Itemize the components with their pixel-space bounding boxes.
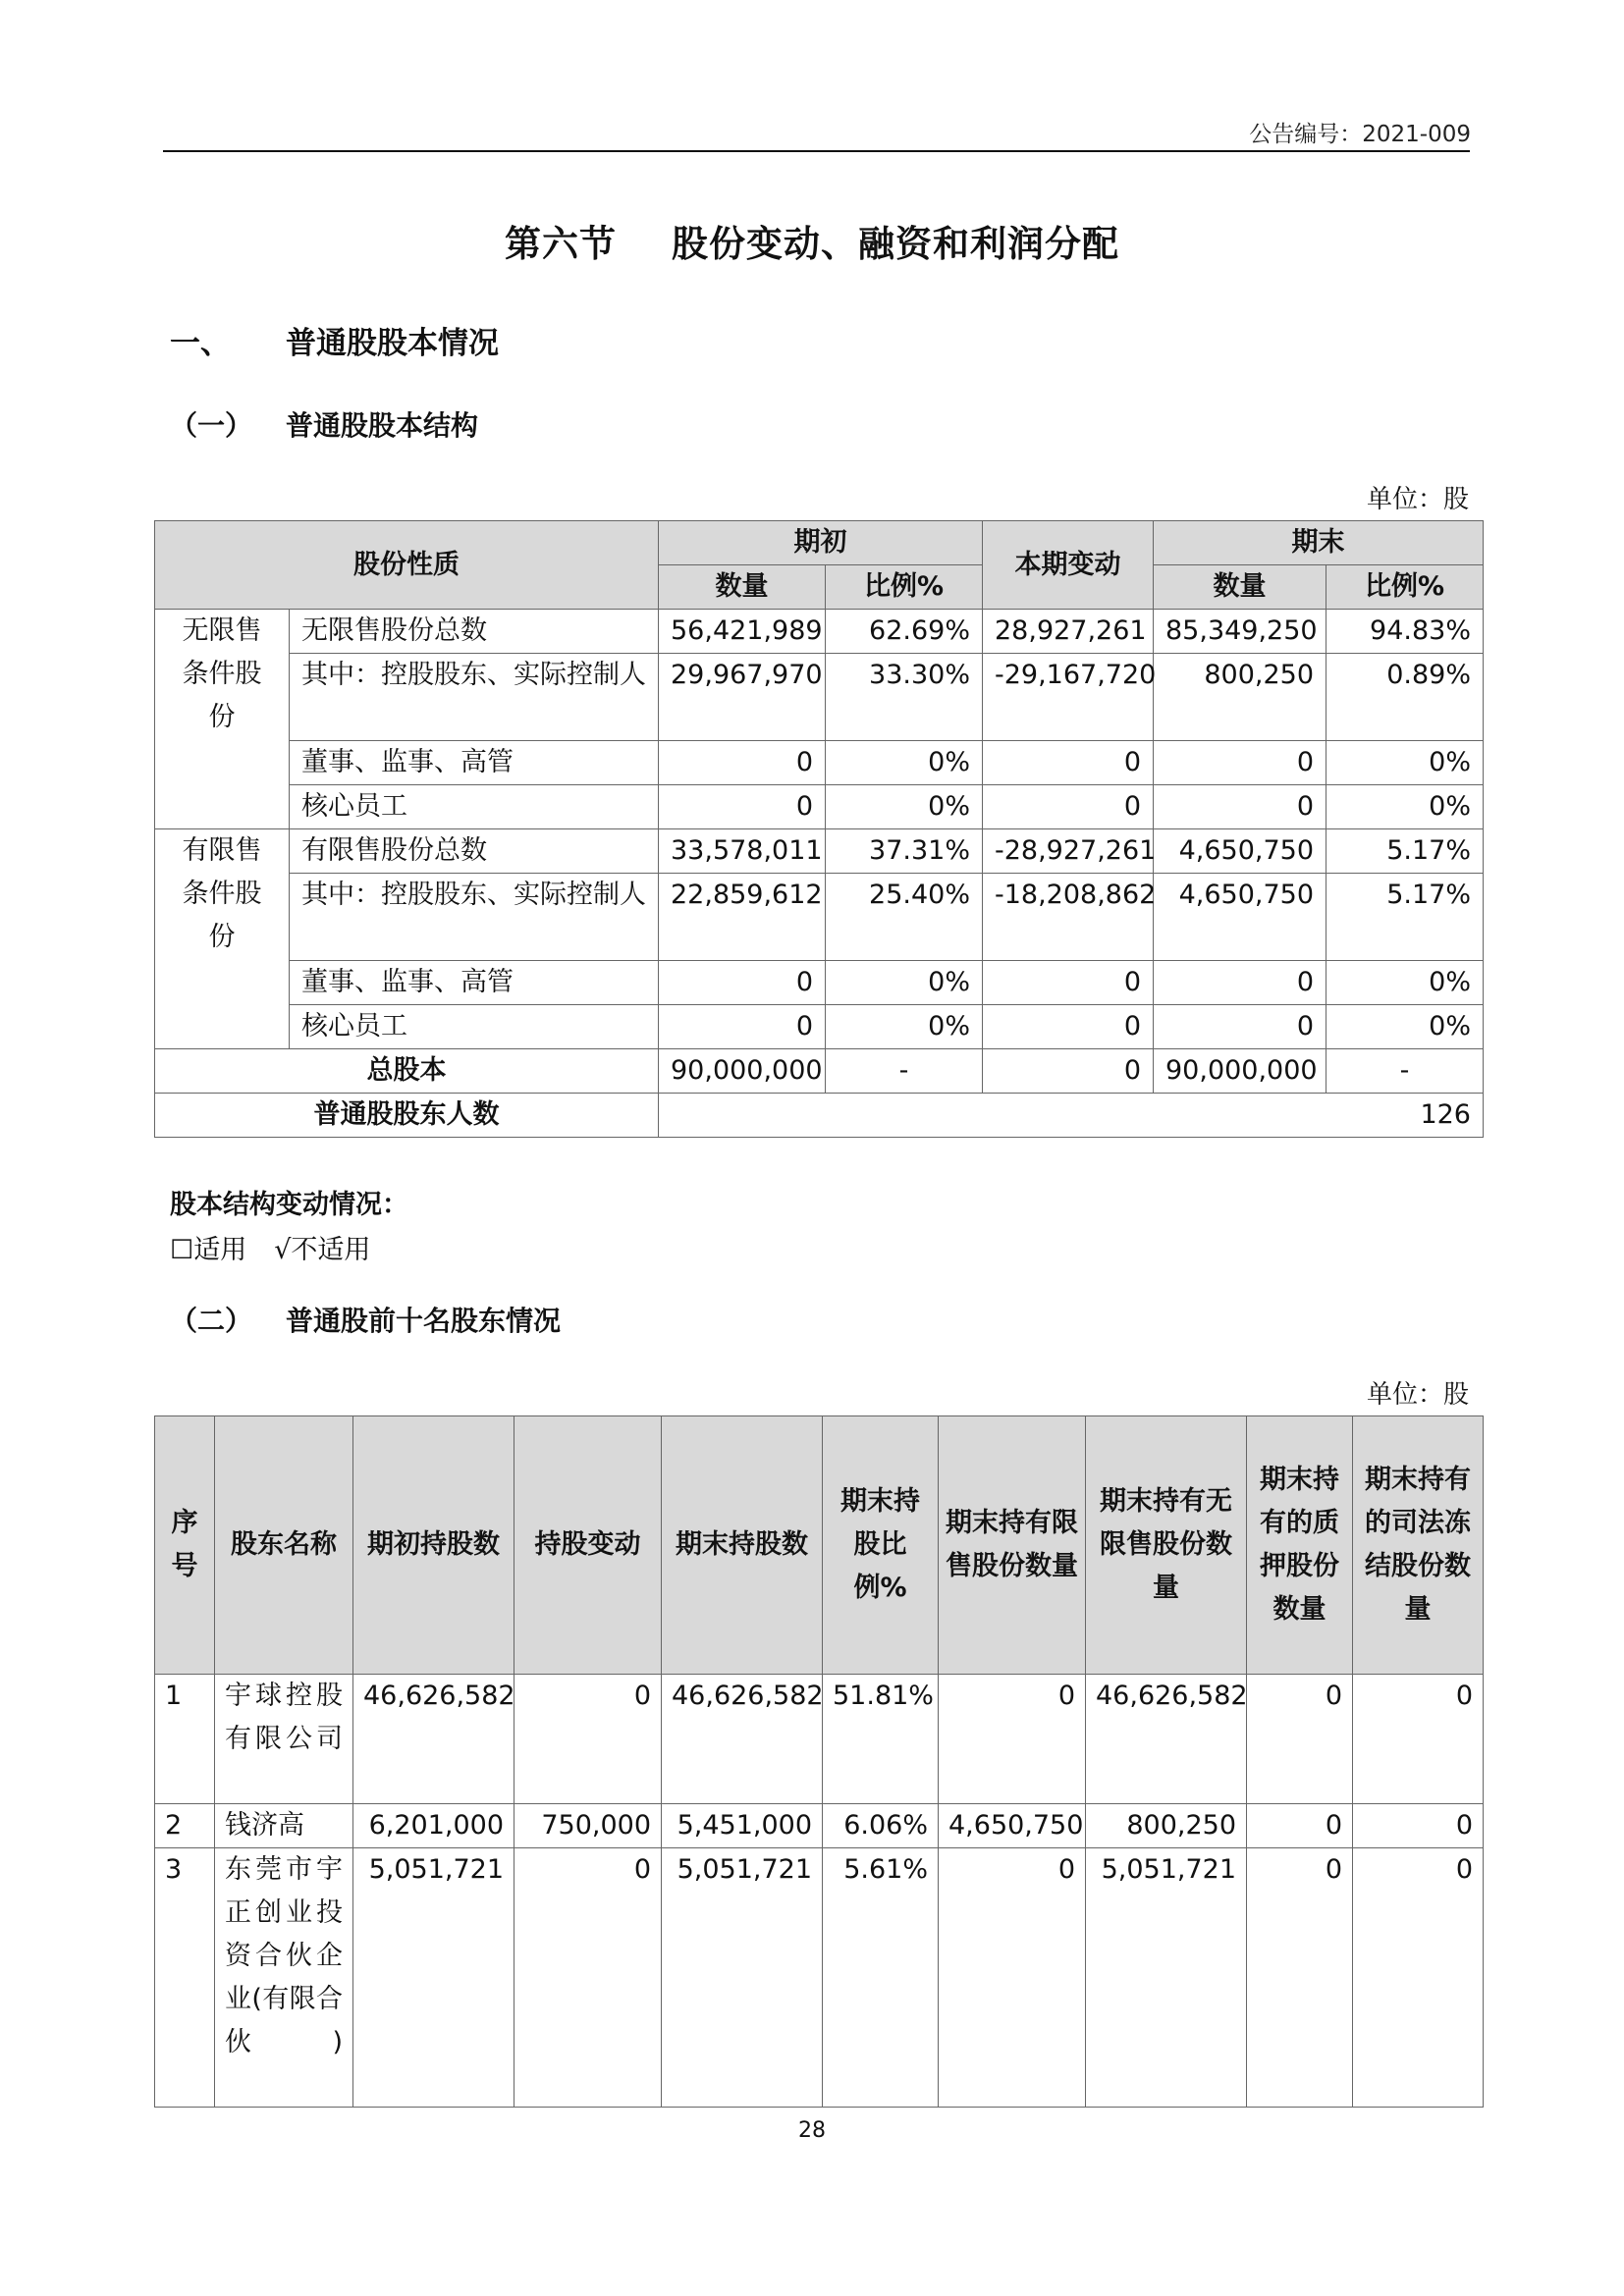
- header-end-qty: 数量: [1154, 565, 1326, 610]
- end-qty: 0: [1154, 741, 1326, 785]
- holders-value: 126: [659, 1094, 1484, 1138]
- header-restricted: 期末持有限售股份数量: [939, 1416, 1086, 1675]
- header-begin: 期初: [659, 521, 983, 565]
- begin-qty: 22,859,612: [659, 874, 826, 961]
- begin-qty: 0: [659, 741, 826, 785]
- sub-heading-number: （一）: [170, 409, 253, 442]
- row-label: 核心员工: [290, 785, 659, 829]
- row-restricted: 0: [939, 1675, 1086, 1804]
- part-heading-number: 一、: [170, 326, 231, 361]
- header-rule: [163, 150, 1470, 152]
- change-note-title: 股本结构变动情况：: [170, 1190, 408, 1220]
- end-ratio: 0%: [1326, 741, 1484, 785]
- row-name: 宇球控股有限公司: [215, 1675, 353, 1804]
- group-label: 无限售条件股份: [155, 610, 290, 829]
- header-end-ratio: 比例%: [1326, 565, 1484, 610]
- total-change: 0: [983, 1049, 1154, 1094]
- header-no: 序号: [155, 1416, 215, 1675]
- share-structure-table: [154, 520, 1484, 1138]
- table-row: [155, 1848, 1484, 2108]
- row-restricted: 4,650,750: [939, 1804, 1086, 1848]
- row-label: 无限售股份总数: [290, 610, 659, 654]
- change-value: -18,208,862: [983, 874, 1154, 961]
- header-name: 股东名称: [215, 1416, 353, 1675]
- option-applicable: ☐适用: [170, 1235, 247, 1265]
- end-qty: 85,349,250: [1154, 610, 1326, 654]
- total-row: [155, 1049, 1484, 1094]
- header-pledged: 期末持有的质押股份数量: [1247, 1416, 1353, 1675]
- header-row: [155, 1416, 1484, 1675]
- row-change: 0: [514, 1675, 662, 1804]
- end-ratio: 0%: [1326, 785, 1484, 829]
- change-value: -29,167,720: [983, 654, 1154, 741]
- top10-shareholders-table: [154, 1415, 1484, 2108]
- sub-heading-title: 普通股股本结构: [286, 409, 479, 442]
- row-no: 1: [155, 1675, 215, 1804]
- begin-ratio: 33.30%: [826, 654, 983, 741]
- end-ratio: 5.17%: [1326, 874, 1484, 961]
- row-end: 46,626,582: [662, 1675, 823, 1804]
- header-ratio: 期末持股比例%: [823, 1416, 939, 1675]
- total-end-ratio: -: [1326, 1049, 1484, 1094]
- part-heading-title: 普通股股本情况: [286, 326, 499, 361]
- row-no: 2: [155, 1804, 215, 1848]
- begin-qty: 56,421,989: [659, 610, 826, 654]
- begin-ratio: 0%: [826, 741, 983, 785]
- end-ratio: 0%: [1326, 1005, 1484, 1049]
- end-qty: 4,650,750: [1154, 874, 1326, 961]
- row-name: 东莞市宇正创业投资合伙企业(有限合伙): [215, 1848, 353, 2108]
- page-number: 28: [798, 2118, 826, 2143]
- option-not-applicable: √不适用: [274, 1235, 371, 1265]
- table-row: [155, 961, 1484, 1005]
- table-row: [155, 1804, 1484, 1848]
- row-change: 0: [514, 1848, 662, 2108]
- table-row: [155, 829, 1484, 874]
- end-ratio: 0%: [1326, 961, 1484, 1005]
- section-title-number: 第六节: [505, 223, 617, 265]
- table-row: [155, 610, 1484, 654]
- end-qty: 800,250: [1154, 654, 1326, 741]
- end-qty: 0: [1154, 1005, 1326, 1049]
- row-label: 其中：控股股东、实际控制人: [290, 874, 659, 961]
- begin-qty: 33,578,011: [659, 829, 826, 874]
- row-begin: 46,626,582: [353, 1675, 514, 1804]
- row-pledged: 0: [1247, 1848, 1353, 2108]
- table-row: [155, 1675, 1484, 1804]
- total-end-qty: 90,000,000: [1154, 1049, 1326, 1094]
- unit-label: 单位：股: [1366, 1380, 1469, 1410]
- group-label: 有限售条件股份: [155, 829, 290, 1049]
- row-frozen: 0: [1353, 1804, 1484, 1848]
- end-ratio: 94.83%: [1326, 610, 1484, 654]
- begin-qty: 0: [659, 1005, 826, 1049]
- header-begin: 期初持股数: [353, 1416, 514, 1675]
- end-qty: 0: [1154, 785, 1326, 829]
- row-name: 钱济高: [215, 1804, 353, 1848]
- begin-ratio: 37.31%: [826, 829, 983, 874]
- header-change: 持股变动: [514, 1416, 662, 1675]
- holders-row: [155, 1094, 1484, 1138]
- change-note-options: [170, 1228, 370, 1266]
- part-heading: [170, 318, 499, 362]
- begin-ratio: 25.40%: [826, 874, 983, 961]
- header-end: 期末: [1154, 521, 1484, 565]
- table-row: [155, 785, 1484, 829]
- total-begin-ratio: -: [826, 1049, 983, 1094]
- change-value: 0: [983, 741, 1154, 785]
- begin-ratio: 0%: [826, 961, 983, 1005]
- row-label: 核心员工: [290, 1005, 659, 1049]
- row-ratio: 51.81%: [823, 1675, 939, 1804]
- header-change: 本期变动: [983, 521, 1154, 610]
- begin-ratio: 0%: [826, 785, 983, 829]
- row-ratio: 5.61%: [823, 1848, 939, 2108]
- change-value: 28,927,261: [983, 610, 1154, 654]
- row-end: 5,051,721: [662, 1848, 823, 2108]
- row-unrestricted: 800,250: [1086, 1804, 1247, 1848]
- header-unrestricted: 期末持有无限售股份数量: [1086, 1416, 1247, 1675]
- row-label: 董事、监事、高管: [290, 961, 659, 1005]
- begin-qty: 0: [659, 961, 826, 1005]
- end-qty: 4,650,750: [1154, 829, 1326, 874]
- sub-heading-top10: [170, 1300, 561, 1339]
- table-row: [155, 654, 1484, 741]
- row-label: 有限售股份总数: [290, 829, 659, 874]
- end-qty: 0: [1154, 961, 1326, 1005]
- sub-heading-structure: [170, 404, 478, 444]
- holders-label: 普通股股东人数: [155, 1094, 659, 1138]
- header-frozen: 期末持有的司法冻结股份数量: [1353, 1416, 1484, 1675]
- section-title: [0, 214, 1624, 267]
- row-change: 750,000: [514, 1804, 662, 1848]
- header-begin-qty: 数量: [659, 565, 826, 610]
- row-end: 5,451,000: [662, 1804, 823, 1848]
- table-row: [155, 741, 1484, 785]
- row-frozen: 0: [1353, 1848, 1484, 2108]
- row-ratio: 6.06%: [823, 1804, 939, 1848]
- begin-ratio: 0%: [826, 1005, 983, 1049]
- table-row: [155, 1005, 1484, 1049]
- row-no: 3: [155, 1848, 215, 2108]
- sub-heading-title: 普通股前十名股东情况: [286, 1305, 562, 1337]
- change-value: 0: [983, 961, 1154, 1005]
- total-label: 总股本: [155, 1049, 659, 1094]
- change-value: -28,927,261: [983, 829, 1154, 874]
- row-label: 其中：控股股东、实际控制人: [290, 654, 659, 741]
- row-begin: 5,051,721: [353, 1848, 514, 2108]
- header-share-nature: 股份性质: [155, 521, 659, 610]
- row-restricted: 0: [939, 1848, 1086, 2108]
- change-value: 0: [983, 785, 1154, 829]
- change-value: 0: [983, 1005, 1154, 1049]
- begin-qty: 29,967,970: [659, 654, 826, 741]
- row-label: 董事、监事、高管: [290, 741, 659, 785]
- header-begin-ratio: 比例%: [826, 565, 983, 610]
- total-begin-qty: 90,000,000: [659, 1049, 826, 1094]
- row-pledged: 0: [1247, 1804, 1353, 1848]
- begin-ratio: 62.69%: [826, 610, 983, 654]
- row-begin: 6,201,000: [353, 1804, 514, 1848]
- end-ratio: 0.89%: [1326, 654, 1484, 741]
- row-unrestricted: 46,626,582: [1086, 1675, 1247, 1804]
- end-ratio: 5.17%: [1326, 829, 1484, 874]
- section-title-text: 股份变动、融资和利润分配: [672, 223, 1119, 265]
- row-pledged: 0: [1247, 1675, 1353, 1804]
- sub-heading-number: （二）: [170, 1305, 253, 1337]
- begin-qty: 0: [659, 785, 826, 829]
- row-unrestricted: 5,051,721: [1086, 1848, 1247, 2108]
- header-end: 期末持股数: [662, 1416, 823, 1675]
- unit-label: 单位：股: [1366, 485, 1469, 514]
- row-frozen: 0: [1353, 1675, 1484, 1804]
- announcement-number: 公告编号：2021-009: [1249, 122, 1471, 147]
- table-row: [155, 874, 1484, 961]
